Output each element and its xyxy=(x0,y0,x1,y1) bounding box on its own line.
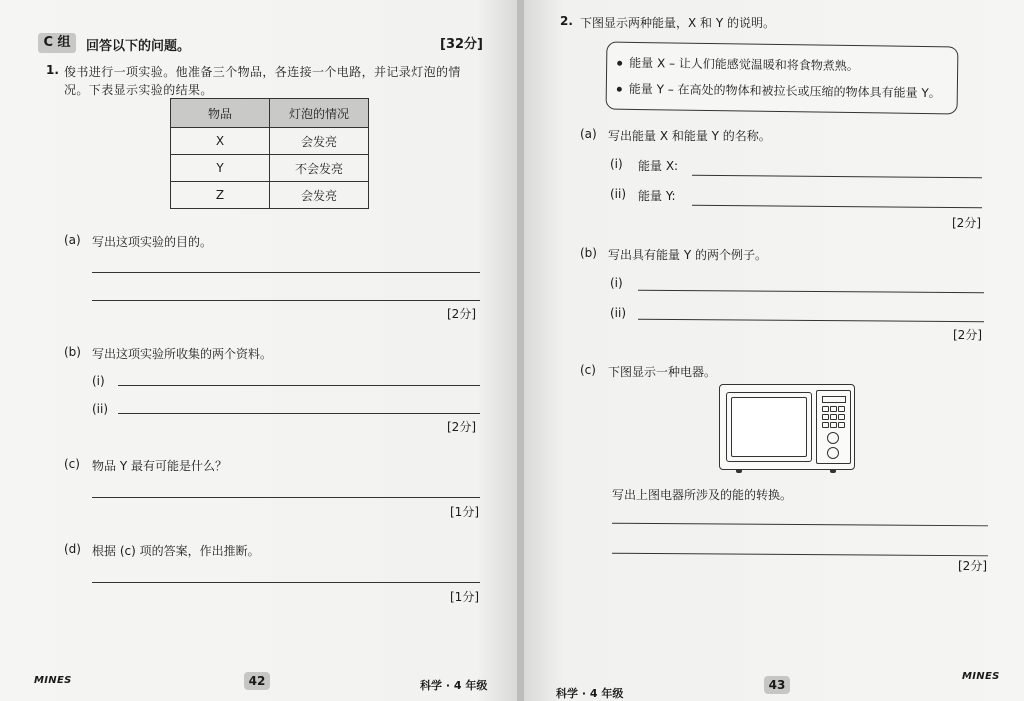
answer-line-q1a-1[interactable] xyxy=(92,272,480,273)
q2b-ii-label: (ii) xyxy=(610,306,627,320)
section-badge: C 组 xyxy=(38,33,76,53)
table-header-row xyxy=(171,99,369,128)
footer-subject-right: 科学 · 4 年级 xyxy=(556,687,624,700)
section-total-marks: [32分] xyxy=(440,37,483,52)
q2-stem: 下图显示两种能量，X 和 Y 的说明。 xyxy=(580,16,775,30)
answer-line-q1b-i[interactable] xyxy=(118,385,480,386)
q2a-ii-label: (ii) xyxy=(610,187,627,201)
footer-subject-left: 科学 · 4 年级 xyxy=(420,679,488,692)
publisher-logo-right: MINES xyxy=(962,671,1000,682)
table-header-bulb: 灯泡的情况 xyxy=(270,99,369,128)
bullet-icon xyxy=(617,61,622,66)
microwave-control-panel xyxy=(816,390,851,464)
bullet-icon xyxy=(617,87,622,92)
microwave-foot xyxy=(736,469,742,473)
q2-number: 2. xyxy=(560,14,573,28)
q2a-i-text: 能量 X: xyxy=(638,159,679,173)
microwave-button xyxy=(838,422,845,428)
q1a-marks: [2分] xyxy=(447,307,476,321)
page-number-right: 43 xyxy=(764,676,790,694)
microwave-button xyxy=(830,414,837,420)
microwave-knob xyxy=(827,432,839,444)
answer-line-q1a-2[interactable] xyxy=(92,300,480,301)
microwave-door xyxy=(726,392,812,462)
energy-x-text: 能量 X – 让人们能感觉温暖和将食物煮熟。 xyxy=(629,55,859,74)
microwave-button xyxy=(838,414,845,420)
table-row xyxy=(171,128,369,155)
microwave-display xyxy=(822,396,846,403)
table-cell-bulb: 会发亮 xyxy=(270,182,369,209)
q1d-marks: [1分] xyxy=(450,590,479,604)
table-cell-item: X xyxy=(171,128,270,155)
section-title: 回答以下的问题。 xyxy=(86,39,191,54)
microwave-button xyxy=(830,422,837,428)
q1b-label: (b) xyxy=(64,345,81,359)
q2c-text: 下图显示一种电器。 xyxy=(608,365,717,379)
q2b-text: 写出具有能量 Y 的两个例子。 xyxy=(608,248,767,262)
energy-y-description xyxy=(617,80,941,102)
q2a-marks: [2分] xyxy=(952,216,981,230)
q1b-ii-label: (ii) xyxy=(92,402,109,416)
table-header-item: 物品 xyxy=(171,99,270,128)
microwave-button xyxy=(822,414,829,420)
microwave-button xyxy=(822,406,829,412)
q2a-i-label: (i) xyxy=(610,157,623,171)
q1d-label: (d) xyxy=(64,542,81,556)
microwave-button xyxy=(838,406,845,412)
answer-line-q1c[interactable] xyxy=(92,497,480,498)
q2a-label: (a) xyxy=(580,127,597,141)
energy-description-box xyxy=(606,42,959,115)
q2b-marks: [2分] xyxy=(953,328,982,342)
q2b-i-label: (i) xyxy=(610,276,623,290)
microwave-window xyxy=(731,397,807,457)
publisher-logo: MINES xyxy=(34,675,72,686)
table-row xyxy=(171,155,369,182)
q1b-i-label: (i) xyxy=(92,374,105,388)
q2c-marks: [2分] xyxy=(958,559,987,573)
microwave-oven-icon xyxy=(719,384,855,470)
q1c-text: 物品 Y 最有可能是什么？ xyxy=(92,459,227,473)
answer-line-q1d[interactable] xyxy=(92,582,480,583)
q1-number: 1. xyxy=(46,63,59,77)
microwave-dial xyxy=(827,447,839,459)
energy-x-description xyxy=(617,54,859,74)
table-cell-item: Y xyxy=(171,155,270,182)
q1-stem-line1: 俊书进行一项实验。他准备三个物品，各连接一个电路，并记录灯泡的情 xyxy=(64,65,461,79)
experiment-table xyxy=(170,98,369,209)
table-cell-bulb: 会发亮 xyxy=(270,128,369,155)
table-cell-item: Z xyxy=(171,182,270,209)
microwave-button xyxy=(830,406,837,412)
energy-y-text: 能量 Y – 在高处的物体和被拉长或压缩的物体具有能量 Y。 xyxy=(628,81,941,101)
q2c-label: (c) xyxy=(580,363,596,377)
q2c-prompt: 写出上图电器所涉及的能的转换。 xyxy=(612,488,793,502)
answer-line-q1b-ii[interactable] xyxy=(118,413,480,414)
table-row xyxy=(171,182,369,209)
table-cell-bulb: 不会发亮 xyxy=(270,155,369,182)
q1d-text: 根据 (c) 项的答案，作出推断。 xyxy=(92,544,260,558)
q1c-label: (c) xyxy=(64,457,80,471)
page-number-left: 42 xyxy=(244,672,270,690)
q1b-text: 写出这项实验所收集的两个资料。 xyxy=(92,347,273,361)
q1a-label: (a) xyxy=(64,233,81,247)
q2a-text: 写出能量 X 和能量 Y 的名称。 xyxy=(608,129,771,143)
q1-stem-line2: 况。下表显示实验的结果。 xyxy=(64,83,213,97)
q2a-ii-text: 能量 Y: xyxy=(638,189,676,203)
q1a-text: 写出这项实验的目的。 xyxy=(92,235,213,249)
microwave-button xyxy=(822,422,829,428)
q1b-marks: [2分] xyxy=(447,420,476,434)
q1c-marks: [1分] xyxy=(450,505,479,519)
microwave-foot xyxy=(830,469,836,473)
q2b-label: (b) xyxy=(580,246,597,260)
